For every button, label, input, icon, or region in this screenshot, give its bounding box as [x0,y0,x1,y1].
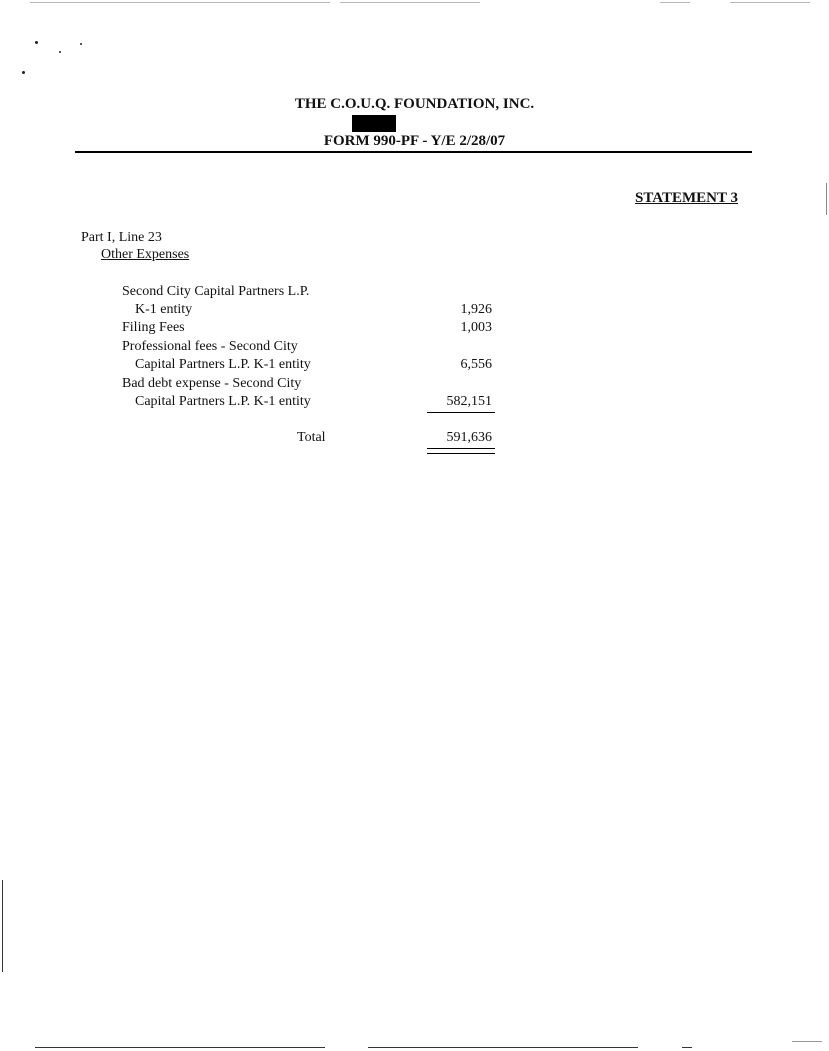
expense-description: Professional fees - Second City [122,339,298,354]
scan-artifact-dot [35,41,38,44]
form-title: FORM 990-PF - Y/E 2/28/07 [323,133,506,149]
scan-artifact-edge [826,183,827,215]
expense-amount: 582,151 [446,394,492,409]
scan-artifact-dot [59,51,61,53]
subtotal-rule [427,412,495,413]
expense-amount: 1,926 [460,302,492,317]
expense-description: K-1 entity [135,302,193,317]
scan-artifact-bottom-line [368,1047,638,1048]
expense-description: Bad debt expense - Second City [122,376,302,391]
redaction-block [352,115,396,132]
scan-artifact-dot [80,43,82,45]
expense-description: Second City Capital Partners L.P. [122,284,310,299]
expense-description: Capital Partners L.P. K-1 entity [135,357,311,372]
scan-artifact-top-line [340,2,480,3]
section-heading: Other Expenses [101,247,190,262]
expense-description: Filing Fees [122,320,185,335]
scan-artifact-edge [2,880,3,972]
expense-description: Capital Partners L.P. K-1 entity [135,394,311,409]
scan-artifact-top-line [30,2,330,3]
expense-amount: 1,003 [460,320,492,335]
scan-artifact-bottom-line [682,1047,692,1048]
header-rule [75,151,752,153]
statement-label: STATEMENT 3 [635,190,738,206]
total-amount: 591,636 [446,430,492,445]
scan-artifact-bottom-line [35,1047,325,1048]
scan-artifact-top-line [730,2,810,3]
total-label: Total [297,430,326,445]
part-line-label: Part I, Line 23 [81,230,162,245]
expense-amount: 6,556 [460,357,492,372]
total-double-rule [427,448,495,454]
scan-artifact-top-line [660,2,690,3]
organization-title: THE C.O.U.Q. FOUNDATION, INC. [294,96,535,112]
scan-artifact-dot [22,71,25,74]
scan-artifact-bottom-line [792,1041,822,1042]
